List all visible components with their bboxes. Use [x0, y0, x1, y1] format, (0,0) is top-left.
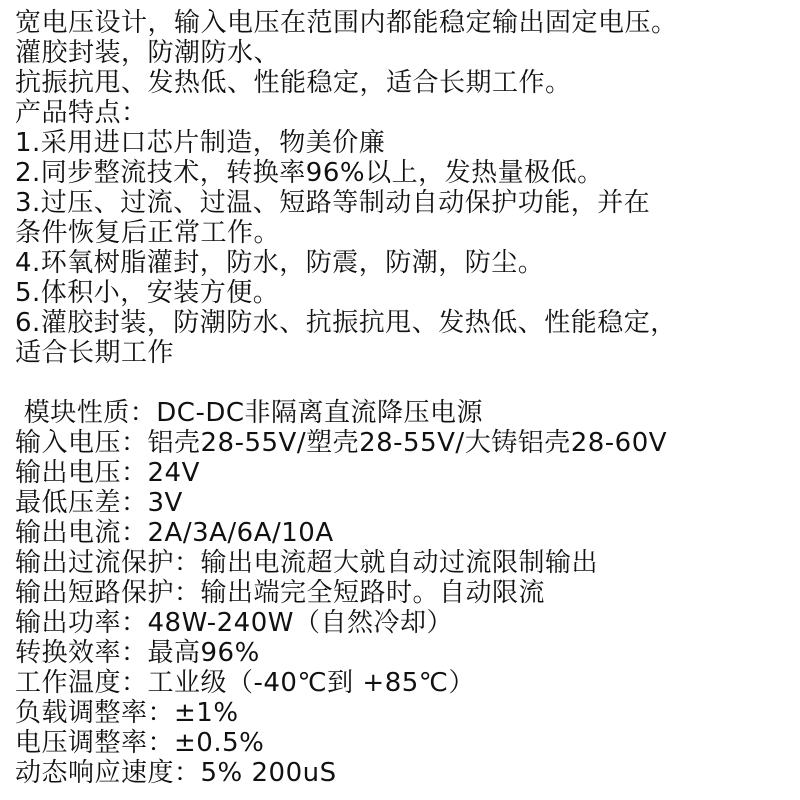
feature-line-3: 3.过压、过流、过温、短路等制动自动保护功能，并在	[15, 188, 651, 218]
intro-line-1: 宽电压设计，输入电压在范围内都能稳定输出固定电压。	[15, 8, 678, 38]
feature-line-2: 2.同步整流技术，转换率96%以上，发热量极低。	[15, 158, 604, 188]
features-heading: 产品特点：	[15, 98, 148, 128]
feature-line-5: 5.体积小，安装方便。	[15, 278, 280, 308]
spec-input-voltage: 输入电压：铝壳28-55V/塑壳28-55V/大铸铝壳28-60V	[15, 428, 668, 458]
feature-line-3-cont: 条件恢复后正常工作。	[15, 218, 281, 248]
spec-short-circuit-protection: 输出短路保护：输出端完全短路时。自动限流	[15, 578, 546, 608]
feature-line-4: 4.环氧树脂灌封，防水，防震，防潮，防尘。	[15, 248, 545, 278]
spec-efficiency: 转换效率：最高96%	[15, 638, 260, 668]
feature-line-6-cont: 适合长期工作	[15, 338, 175, 368]
spec-output-current: 输出电流：2A/3A/6A/10A	[15, 518, 334, 548]
spec-output-voltage: 输出电压：24V	[15, 458, 200, 488]
intro-line-3: 抗振抗甩、发热低、性能稳定，适合长期工作。	[15, 68, 572, 98]
spec-module-type: 模块性质：DC-DC非隔离直流降压电源	[15, 398, 483, 428]
spec-min-dropout: 最低压差：3V	[15, 488, 183, 518]
spec-overcurrent-protection: 输出过流保护：输出电流超大就自动过流限制输出	[15, 548, 599, 578]
feature-line-6: 6.灌胶封装，防潮防水、抗振抗甩、发热低、性能稳定，	[15, 308, 677, 338]
feature-line-1: 1.采用进口芯片制造，物美价廉	[15, 128, 386, 158]
spec-voltage-regulation: 电压调整率：±0.5%	[15, 728, 265, 758]
spec-operating-temperature: 工作温度：工业级（-40℃到 +85℃）	[15, 668, 475, 698]
spec-output-power: 输出功率：48W-240W（自然冷却）	[15, 608, 453, 638]
spacer	[15, 368, 800, 398]
intro-line-2: 灌胶封装，防潮防水、	[15, 38, 281, 68]
spec-dynamic-response: 动态响应速度：5% 200uS	[15, 758, 337, 788]
spec-load-regulation: 负载调整率：±1%	[15, 698, 239, 728]
